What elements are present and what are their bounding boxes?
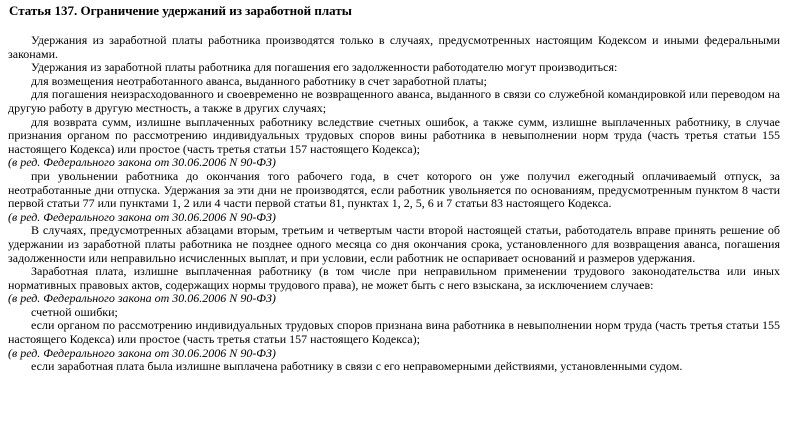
amendment-note-4: (в ред. Федерального закона от 30.06.2006 N 90-ФЗ) — [8, 345, 276, 360]
paragraph-7: В случаях, предусмотренных абзацами вторым, третьим и четвертым части второй настоящей статьи, работодатель вправе принять решение об удержании из заработной платы работника не позднее одного месяца со дня окончания срока, установленного для возвращения аванса, погашения задолженности или неправильно исчисленных выплат, и при условии, если работник не оспаривает оснований и размеров удержания. — [8, 223, 780, 265]
paragraph-2: Удержания из заработной платы работника для погашения его задолженности работодателю могут производиться: — [31, 60, 618, 75]
amendment-note-3: (в ред. Федерального закона от 30.06.2006 N 90-ФЗ) — [8, 291, 276, 306]
paragraph-4: для погашения неизрасходованного и своевременно не возвращенного аванса, выданного в связи со служебной командировкой или переводом на другую работу в другую местность, а также в других случаях; — [8, 87, 780, 115]
amendment-note-2: (в ред. Федерального закона от 30.06.2006 N 90-ФЗ) — [8, 209, 276, 224]
paragraph-9: счетной ошибки; — [31, 304, 118, 319]
amendment-note-1: (в ред. Федерального закона от 30.06.2006 N 90-ФЗ) — [8, 155, 276, 170]
paragraph-10: если органом по рассмотрению индивидуальных трудовых споров признана вина работника в невыполнении норм труда (часть третья статьи 155 настоящего Кодекса) или простое (часть третья статьи 157 настоящего Кодекса); — [8, 318, 780, 347]
paragraph-8: Заработная плата, излишне выплаченная работнику (в том числе при неправильном применении трудового законодательства или иных нормативных правовых актов, содержащих нормы трудового права), не может быть с него взыскана, за исключением случаев: — [8, 264, 780, 292]
paragraph-5: для возврата сумм, излишне выплаченных работнику вследствие счетных ошибок, а также сумм, излишне выплаченных работнику, в случае признания органом по рассмотрению индивидуальных трудовых споров вины работника в невыполнении норм труда (часть третья статьи 155 настоящего Кодекса) или простое (часть третья статьи 157 настоящего Кодекса); — [8, 114, 780, 156]
paragraph-11: если заработная плата была излишне выплачена работнику в связи с его неправомерными действиями, установленными судом. — [31, 359, 683, 374]
paragraph-6: при увольнении работника до окончания того рабочего года, в счет которого он уже получил ежегодный оплачиваемый отпуск, за неотработанные дни отпуска. Удержания за эти дни не производятся, если работник увольняется по основаниям, предусмотренным пунктом 8 части первой статьи 77 или пунктами 1, 2 или 4 части первой статьи 81, пунктах 1, 2, 5, 6 и 7 статьи 83 настоящего Кодекса. — [8, 168, 780, 211]
article-title: Статья 137. Ограничение удержаний из заработной платы — [9, 3, 352, 18]
paragraph-1: Удержания из заработной платы работника производятся только в случаях, предусмотренных настоящим Кодексом и иными федеральными законами. — [8, 33, 780, 61]
paragraph-3: для возмещения неотработанного аванса, выданного работнику в счет заработной платы; — [31, 73, 487, 88]
